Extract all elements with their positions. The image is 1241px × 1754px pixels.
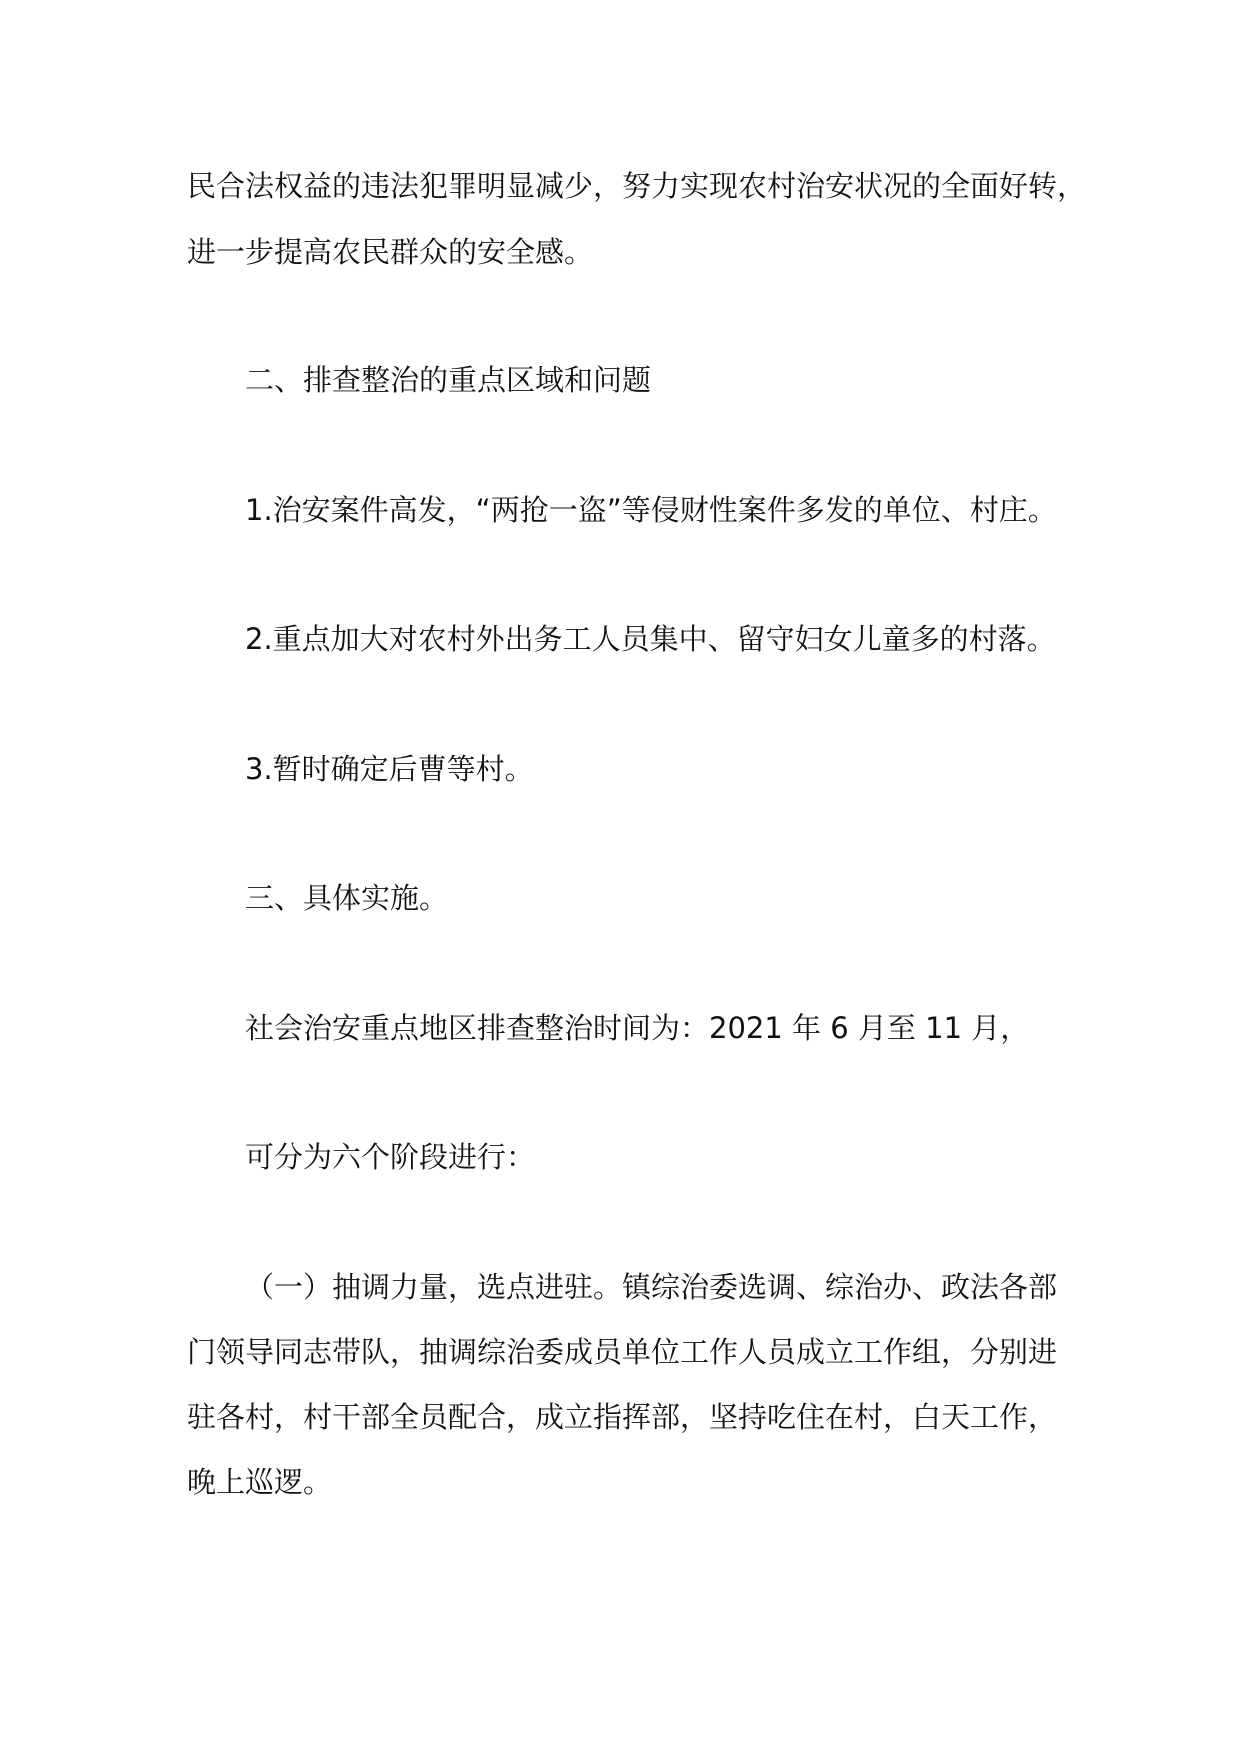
paragraph-line: 晚上巡逻。 [187,1465,333,1499]
paragraph-line: 驻各村，村干部全员配合，成立指挥部，坚持吃住在村，白天工作， [187,1400,1058,1434]
text-line: 民合法权益的违法犯罪明显减少，努力实现农村治安状况的全面好转， [187,169,1087,203]
paragraph: 社会治安重点地区排查整治时间为：2021 年 6 月至 11 月， [245,1011,1030,1045]
paragraph-line: 门领导同志带队，抽调综治委成员单位工作人员成立工作组，分别进 [187,1335,1058,1369]
text-line: 进一步提高农民群众的安全感。 [187,235,594,269]
section-heading: 二、排查整治的重点区域和问题 [245,363,652,397]
list-item: 1.治安案件高发，“两抢一盗”等侵财性案件多发的单位、村庄。 [245,493,1057,527]
paragraph-line: （一）抽调力量，选点进驻。镇综治委选调、综治办、政法各部 [245,1270,1058,1304]
paragraph: 可分为六个阶段进行： [245,1140,536,1174]
list-item: 3.暂时确定后曹等村。 [245,752,534,786]
section-heading: 三、具体实施。 [245,881,449,915]
list-item: 2.重点加大对农村外出务工人员集中、留守妇女儿童多的村落。 [245,622,1056,656]
